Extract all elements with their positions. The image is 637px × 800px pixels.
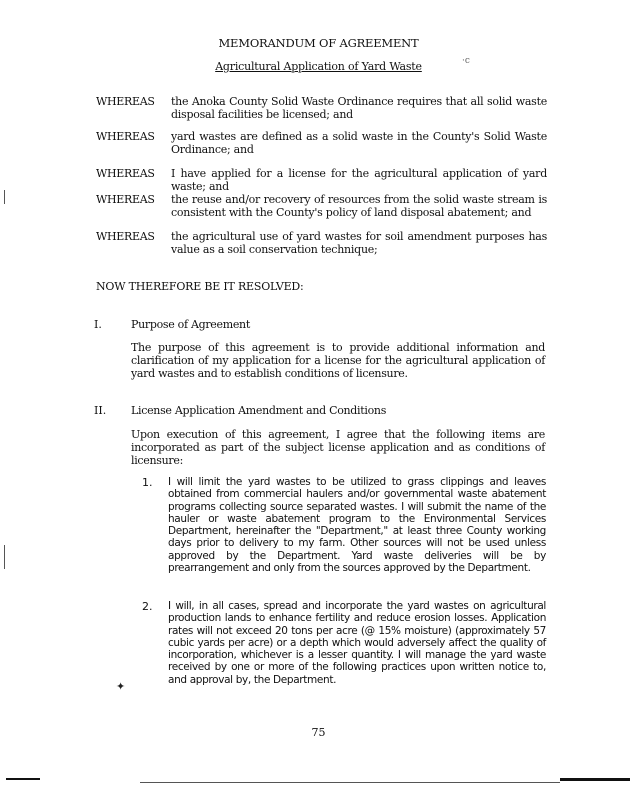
- whereas-clause: the reuse and/or recovery of resources from the solid waste stream is consistent with the County's policy of land disposal abatement; and: [171, 193, 547, 219]
- bottom-rule: [140, 782, 560, 783]
- document-title: MEMORANDUM OF AGREEMENT: [218, 36, 419, 50]
- scan-artifact: [4, 545, 5, 569]
- section-paragraph: The purpose of this agreement is to provide additional information and clarification of my application for a license for the agricultural application of yard wastes and to establish conditions of licensure.: [131, 341, 545, 380]
- section-number: I.: [94, 318, 102, 331]
- whereas-clause: I have applied for a license for the agricultural application of yard waste; and: [171, 167, 547, 193]
- section-number: II.: [94, 404, 107, 417]
- stray-mark: ✦: [116, 680, 126, 693]
- whereas-clause: the agricultural use of yard wastes for soil amendment purposes has value as a soil conservation technique;: [171, 230, 547, 256]
- item-paragraph: I will limit the yard wastes to be utilized to grass clippings and leaves obtained from commercial haulers and/or governmental waste abatement programs collecting source separated wastes. I will submit the name of the hauler or waste abatement program to the Environmental Services Department, hereinafter the "Department," at least three County working days prior to delivery to my farm. Other sources will not be used unless approved by the Department. Yard waste deliveries will be by prearrangement and only from the sources approved by the Department.: [168, 476, 546, 575]
- whereas-label: WHEREAS: [96, 193, 155, 206]
- whereas-label: WHEREAS: [96, 167, 155, 180]
- resolved-heading: NOW THEREFORE BE IT RESOLVED:: [96, 280, 304, 293]
- whereas-label: WHEREAS: [96, 130, 155, 143]
- scan-artifact: [560, 778, 630, 781]
- section-title: License Application Amendment and Conditions: [131, 404, 387, 417]
- margin-mark: ·c: [462, 56, 470, 66]
- item-number: 2.: [142, 600, 153, 613]
- whereas-clause: yard wastes are defined as a solid waste in the County's Solid Waste Ordinance; and: [171, 130, 547, 156]
- section-paragraph: Upon execution of this agreement, I agree that the following items are incorporated as part of the subject license application and as conditions of licensure:: [131, 428, 545, 467]
- whereas-clause: the Anoka County Solid Waste Ordinance requires that all solid waste disposal facilities be licensed; and: [171, 95, 547, 121]
- section-title: Purpose of Agreement: [131, 318, 250, 331]
- whereas-label: WHEREAS: [96, 230, 155, 243]
- document-subtitle: Agricultural Application of Yard Waste: [215, 60, 422, 73]
- item-paragraph: I will, in all cases, spread and incorporate the yard wastes on agricultural production lands to enhance fertility and reduce erosion losses. Application rates will not exceed 20 tons per acre (@ 15% moisture) (approximately 57 cubic yards per acre) or a depth which would adversely affect the quality of incorporation, whichever is a lesser quantity. I will manage the yard waste received by one or more of the following practices upon written notice to, and approval by, the Department.: [168, 600, 546, 686]
- page-number: 75: [311, 726, 326, 739]
- scan-artifact: [4, 190, 5, 204]
- item-number: 1.: [142, 476, 153, 489]
- scan-artifact: [6, 778, 40, 780]
- whereas-label: WHEREAS: [96, 95, 155, 108]
